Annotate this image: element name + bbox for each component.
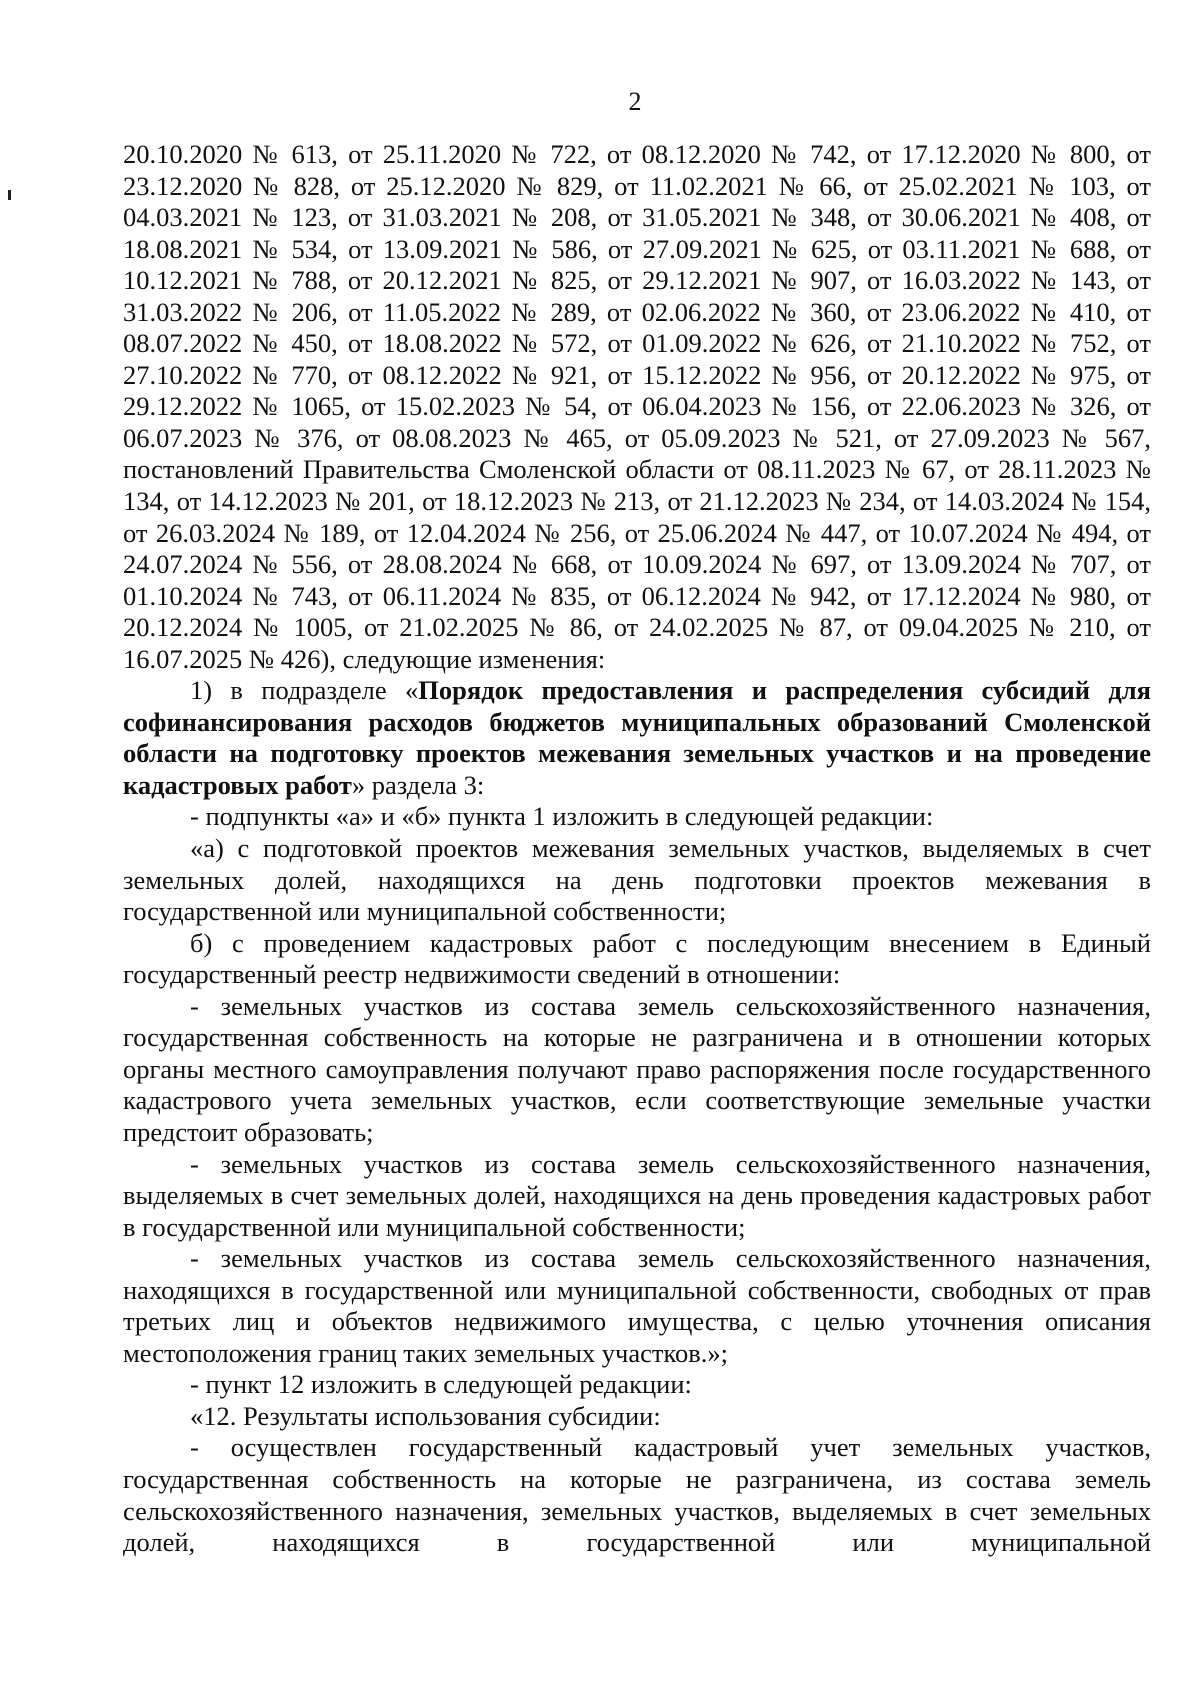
item-1-suffix: » раздела 3: [351, 769, 485, 800]
item-1-bold-title: Порядок предоставления и распределения субсидий для софинансирования расходов бюджетов муниципальных образований Смоленской области на подготовку проектов межевания земельных участков и на проведение кадастровых работ [123, 675, 1151, 800]
item-1-prefix: 1) в подразделе « [190, 675, 419, 706]
point-12-title: «12. Результаты использования субсидии: [190, 1400, 661, 1431]
point-12-intro: - пункт 12 изложить в следующей редакции: [190, 1369, 692, 1400]
page-number: 2 [628, 87, 642, 116]
bullet-paragraph-2: - земельных участков из состава земель сельскохозяйственного назначения, выделяемых в счет земельных долей, находящихся на день проведения кадастровых работ в государственной или муниципальной собственности; [123, 1148, 1151, 1242]
bullet-paragraph-1: - земельных участков из состава земель сельскохозяйственного назначения, государственная собственность на которые не разграничена и в отношении которых органы местного самоуправления получают право распоряжения после государственного кадастрового учета земельных участков, если соответствующие земельные участки предстоит образовать; [123, 990, 1151, 1147]
subitem-b-paragraph: б) с проведением кадастровых работ с последующим внесением в Единый государственный реестр недвижимости сведений в отношении: [123, 927, 1151, 990]
scan-artifact-mark [8, 190, 11, 200]
bullet-paragraph-3: - земельных участков из состава земель сельскохозяйственного назначения, находящихся в государственной или муниципальной собственности, свободных от прав третьих лиц и объектов недвижимого имущества, с целью уточнения описания местоположения границ таких земельных участков.»; [123, 1243, 1151, 1368]
subitems-ab-intro: - подпункты «а» и «б» пункта 1 изложить в следующей редакции: [190, 801, 934, 832]
amendments-list-paragraph: 20.10.2020 № 613, от 25.11.2020 № 722, от 08.12.2020 № 742, от 17.12.2020 № 800, от 23.12.2020 № 828, от 25.12.2020 № 829, от 11.02.2021 № 66, от 25.02.2021 № 103, от 04.03.2021 № 123, от 31.03.2021 № 208, от 31.05.2021 № 348, от 30.06.2021 № 408, от 18.08.2021 № 534, от 13.09.2021 № 586, от 27.09.2021 № 625, от 03.11.2021 № 688, от 10.12.2021 № 788, от 20.12.2021 № 825, от 29.12.2021 № 907, от 16.03.2022 № 143, от 31.03.2022 № 206, от 11.05.2022 № 289, от 02.06.2022 № 360, от 23.06.2022 № 410, от 08.07.2022 № 450, от 18.08.2022 № 572, от 01.09.2022 № 626, от 21.10.2022 № 752, от 27.10.2022 № 770, от 08.12.2022 № 921, от 15.12.2022 № 956, от 20.12.2022 № 975, от 29.12.2022 № 1065, от 15.02.2023 № 54, от 06.04.2023 № 156, от 22.06.2023 № 326, от 06.07.2023 № 376, от 08.08.2023 № 465, от 05.09.2023 № 521, от 27.09.2023 № 567, постановлений Правительства Смоленской области от 08.11.2023 № 67, от 28.11.2023 № 134, от 14.12.2023 № 201, от 18.12.2023 № 213, от 21.12.2023 № 234, от 14.03.2024 № 154, от 26.03.2024 № 189, от 12.04.2024 № 256, от 25.06.2024 № 447, от 10.07.2024 № 494, от 24.07.2024 № 556, от 28.08.2024 № 668, от 10.09.2024 № 697, от 13.09.2024 № 707, от 01.10.2024 № 743, от 06.11.2024 № 835, от 06.12.2024 № 942, от 17.12.2024 № 980, от 20.12.2024 № 1005, от 21.02.2025 № 86, от 24.02.2025 № 87, от 09.04.2025 № 210, от 16.07.2025 № 426), следующие изменения: [123, 139, 1151, 674]
point-12-paragraph: - осуществлен государственный кадастровый учет земельных участков, государственная собственность на которые не разграничена, из состава земель сельскохозяйственного назначения, земельных участков, выделяемых в счет земельных долей, находящихся в государственной или муниципальной [123, 1432, 1151, 1558]
subitem-a-paragraph: «а) с подготовкой проектов межевания земельных участков, выделяемых в счет земельных долей, находящихся на день подготовки проектов межевания в государственной или муниципальной собственности; [123, 833, 1151, 927]
document-body [123, 139, 1151, 1559]
item-1-paragraph [123, 675, 1151, 801]
